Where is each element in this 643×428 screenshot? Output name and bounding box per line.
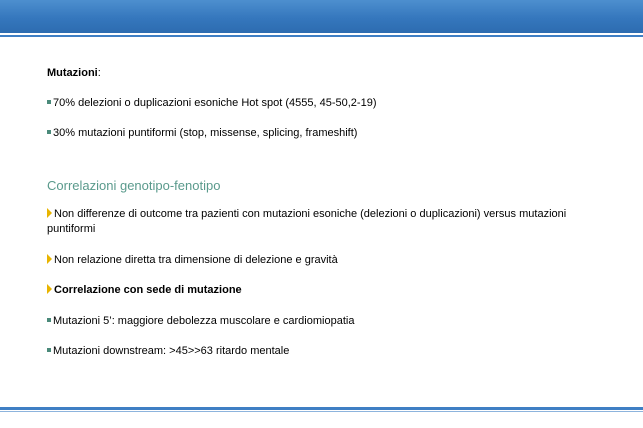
section-title: Correlazioni genotipo-fenotipo	[47, 178, 221, 193]
header-bar	[0, 0, 643, 33]
mutazioni-heading-line	[47, 66, 101, 81]
bullet-puntiformi-text: 30% mutazioni puntiformi (stop, missense, splicing, frameshift)	[53, 127, 358, 139]
footer-divider-thin	[0, 411, 643, 412]
bullet-mutazioni-5	[47, 314, 354, 329]
bullet-puntiformi	[47, 126, 357, 141]
arrow-item-dimensione	[47, 253, 338, 268]
arrow-item-outcome	[47, 207, 587, 237]
arrow-item-dimensione-text: Non relazione diretta tra dimensione di delezione e gravità	[54, 254, 338, 266]
square-bullet-icon	[47, 100, 51, 104]
arrow-bullet-icon	[47, 208, 52, 218]
footer-divider	[0, 407, 643, 410]
bullet-mutazioni-5-text: Mutazioni 5’: maggiore debolezza muscolare e cardiomiopatia	[53, 315, 355, 327]
arrow-item-sede	[47, 283, 242, 298]
bullet-downstream-text: Mutazioni downstream: >45>>63 ritardo mentale	[53, 345, 290, 357]
arrow-item-outcome-text: Non differenze di outcome tra pazienti con mutazioni esoniche (delezioni o duplicazioni) versus mutazioni puntiformi	[47, 208, 567, 235]
bullet-downstream	[47, 344, 289, 359]
square-bullet-icon	[47, 348, 51, 352]
arrow-item-sede-text: Correlazione con sede di mutazione	[54, 284, 242, 296]
arrow-bullet-icon	[47, 284, 52, 294]
header-divider	[0, 35, 643, 37]
square-bullet-icon	[47, 130, 51, 134]
square-bullet-icon	[47, 318, 51, 322]
mutazioni-heading: Mutazioni	[47, 67, 98, 79]
bullet-delezioni	[47, 96, 377, 111]
arrow-bullet-icon	[47, 254, 52, 264]
bullet-delezioni-text: 70% delezioni o duplicazioni esoniche Hot spot (4555, 45-50,2-19)	[53, 97, 377, 109]
mutazioni-heading-colon: :	[97, 67, 101, 79]
